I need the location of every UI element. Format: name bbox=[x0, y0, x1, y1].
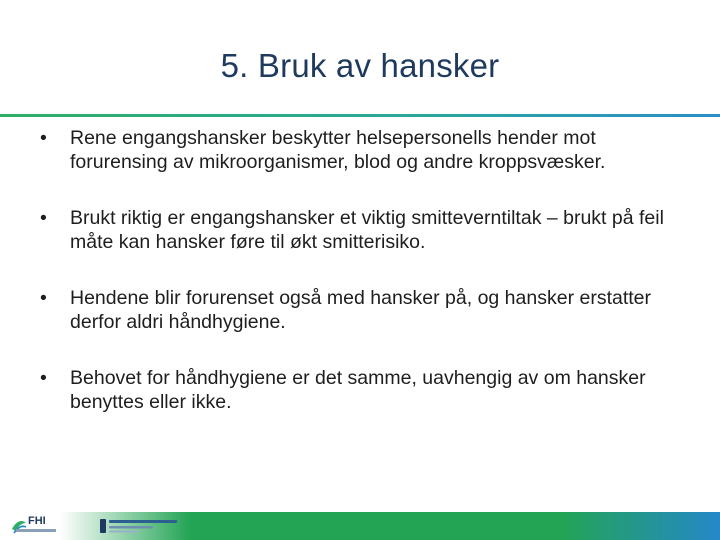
fhi-logo-subline bbox=[16, 529, 56, 532]
bullet-text: Hendene blir forurenset også med hansker på, og hansker erstatter derfor aldri håndhygiene. bbox=[70, 287, 652, 333]
bullet-item bbox=[40, 206, 690, 254]
slide-title: 5. Bruk av hansker bbox=[220, 47, 500, 84]
bullet-marker: • bbox=[40, 127, 47, 149]
bullet-item bbox=[40, 286, 690, 334]
bullet-list bbox=[40, 126, 690, 446]
bullet-item bbox=[40, 126, 690, 174]
bullet-marker: • bbox=[40, 207, 47, 229]
bullet-marker: • bbox=[40, 287, 47, 309]
bullet-text: Brukt riktig er engangshansker et viktig smitteverntiltak – brukt på feil måte kan hansker føre til økt smitterisiko. bbox=[70, 207, 664, 253]
bullet-marker: • bbox=[40, 367, 47, 389]
title-divider bbox=[0, 114, 720, 117]
bullet-text: Behovet for håndhygiene er det samme, uavhengig av om hansker benyttes eller ikke. bbox=[70, 367, 646, 413]
fhi-logo-text: FHI bbox=[28, 515, 46, 527]
bullet-item bbox=[40, 366, 690, 414]
bullet-text: Rene engangshansker beskytter helsepersonells hender mot forurensing av mikroorganismer, blod og andre kroppsvæsker. bbox=[70, 127, 606, 173]
partner-logo-icon bbox=[100, 516, 180, 536]
